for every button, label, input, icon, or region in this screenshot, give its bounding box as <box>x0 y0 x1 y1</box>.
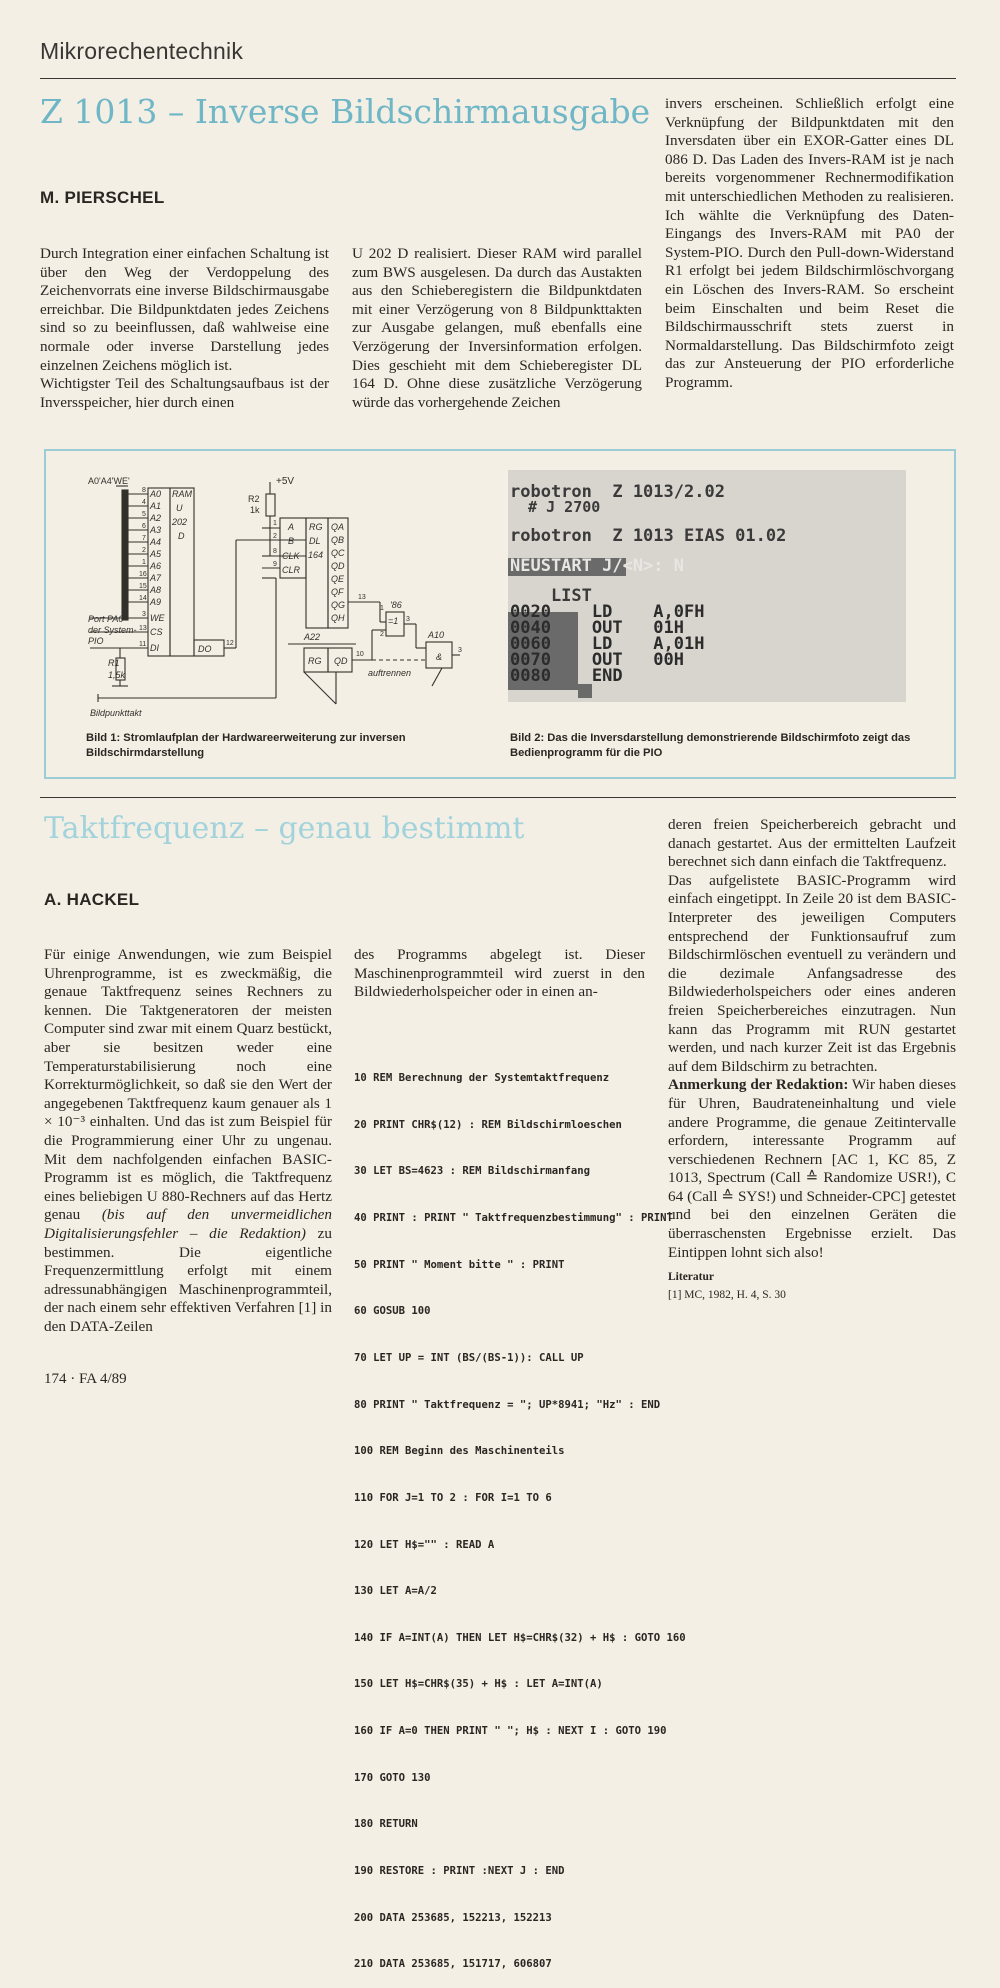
sr-pin: B <box>288 536 295 546</box>
pin-number: 2 <box>273 533 277 540</box>
a22-label: A22 <box>304 632 321 642</box>
sr-out: QF <box>331 587 344 597</box>
port-label: der System- <box>88 625 137 635</box>
pin-number: 16 <box>139 571 147 578</box>
screen-line: LIST <box>510 586 592 606</box>
qd-label: QD <box>334 656 348 666</box>
ram-pin: A8 <box>150 585 162 595</box>
code-line: 40 PRINT : PRINT " Taktfrequenzbestimmung" : PRINT <box>354 1212 673 1225</box>
screen-photo <box>508 470 906 702</box>
code-line: 50 PRINT " Moment bitte " : PRINT <box>354 1258 565 1271</box>
screen-line: NEUSTART J/<N>: N <box>510 556 684 576</box>
literature-heading: Literatur <box>668 1271 714 1284</box>
screen-line: 0080 END <box>510 666 623 686</box>
pin-number: 15 <box>139 583 147 590</box>
pin-number: 1 <box>142 559 146 566</box>
ram-pin: A1 <box>150 501 162 511</box>
vcc-label: +5V <box>276 476 295 487</box>
r2-label: R2 <box>248 494 260 504</box>
paragraph: Wichtigster Teil des Schaltungsaufbaus ist der Inversspeicher, hier durch einen <box>40 375 329 411</box>
ram-title: RAM <box>172 489 192 499</box>
sr-title: 164 <box>308 550 324 560</box>
rg-label: RG <box>308 656 322 666</box>
header-rule <box>40 78 956 79</box>
pin-number: 11 <box>139 641 147 648</box>
ram-title: U <box>176 503 183 513</box>
code-line: 70 LET UP = INT (BS/(BS-1)): CALL UP <box>354 1351 584 1364</box>
sr-pin: A <box>288 522 295 532</box>
text-run: zu bestimmen. Die eigentliche Frequenzermittlung erfolgt mit einem adressunabhängigen Maschinenprogrammteil, der nach einem sehr effektiven Verfahren [1] in den DATA-Zeilen <box>44 1224 332 1335</box>
code-line: 30 LET BS=4623 : REM Bildschirmanfang <box>354 1165 590 1178</box>
pin-number: 12 <box>226 640 234 647</box>
screen-line: 0040 OUT 01H <box>510 618 684 638</box>
clock-label: Bildpunkttakt <box>90 708 142 718</box>
code-line: 150 LET H$=CHR$(35) + H$ : LET A=INT(A) <box>354 1678 603 1691</box>
code-line: 200 DATA 253685, 152213, 152213 <box>354 1911 552 1924</box>
text-run: Wir haben dieses für Uhren, Baudrateneinhaltung und viele andere Programme, die genaue Zeitintervalle erfordern, interessante Programm auf verschiedenen Rechnern [AC 1, KC 85, Z 1013, Spectrum (Call ≙ Randomize USR!), C 64 (Call ≙ SYS!) und Schneider-CPC] getestet und bei den einzelnen Geräten die überraschensten Ergebnisse erzielt. Das Eintippen lohnt sich also! <box>668 1076 956 1261</box>
cursor-block <box>578 684 592 698</box>
article2-col2 <box>354 946 645 1002</box>
ram-title: D <box>178 531 185 541</box>
cut-label: auftrennen <box>368 668 412 678</box>
paragraph: des Programms abgelegt ist. Dieser Maschinenprogrammteil wird zuerst in den Bildwiederholspeicher oder in einen an- <box>354 946 645 1001</box>
sr-out: QE <box>331 574 345 584</box>
ram-pin: DI <box>150 643 159 653</box>
sr-title: RG <box>309 522 323 532</box>
r1-value: 1,5k <box>108 670 126 680</box>
sr-out: QC <box>331 548 345 558</box>
code-line: 140 IF A=INT(A) THEN LET H$=CHR$(32) + H$ : GOTO 160 <box>354 1631 686 1644</box>
code-line: 110 FOR J=1 TO 2 : FOR I=1 TO 6 <box>354 1491 552 1504</box>
basic-listing <box>354 1040 686 1988</box>
sr-out: QH <box>331 613 345 623</box>
ram-pin: WE <box>150 613 165 623</box>
screen-line: 0060 LD A,01H <box>510 634 705 654</box>
sr-out: QB <box>331 535 345 545</box>
ram-pin: A3 <box>150 525 162 535</box>
paragraph: deren freien Speicherbereich gebracht und danach gestartet. Aus der ermittelten Laufzeit berechnet sich dann einfach die Taktfrequenz. <box>668 816 956 871</box>
ram-pin: A4 <box>150 537 162 547</box>
paragraph: Das aufgelistete BASIC-Programm wird einfach eingetippt. In Zeile 20 ist dem BASIC-Interpreter des jeweiligen Computers entsprechend der Funktionsaufruf zum Bildschirmlöschen eventuell zu verändern und die dezimale Anfangsadresse des Bildwiederholspeichers oder eines anderen freien Speicherbereiches einzutragen. Nun kann das Programm mit RUN gestartet werden, und nach kurzer Zeit ist das Ergebnis auf dem Bildschirm zu betrachten. <box>668 871 956 1075</box>
pin-number: 7 <box>142 535 146 542</box>
screen-line: # J 2700 <box>510 498 601 516</box>
code-line: 160 IF A=0 THEN PRINT " "; H$ : NEXT I : GOTO 190 <box>354 1725 667 1738</box>
paragraph <box>668 1076 956 1262</box>
pin-number: 1 <box>273 520 277 527</box>
ram-pin: A2 <box>150 513 162 523</box>
pin-number: 4 <box>142 499 146 506</box>
sr-out: QA <box>331 522 345 532</box>
sr-out: QD <box>331 561 345 571</box>
divider-rule <box>40 797 956 798</box>
pin-number: 2 <box>380 631 384 638</box>
article1-title: Z 1013 – Inverse Bildschirmausgabe <box>40 92 651 131</box>
code-line: 180 RETURN <box>354 1818 418 1831</box>
literature-item: [1] MC, 1982, H. 4, S. 30 <box>668 1288 786 1301</box>
port-label: Port PA0 <box>88 614 124 624</box>
gate-86-label: '86 <box>390 600 402 610</box>
ram-pin: A5 <box>150 549 162 559</box>
pin-number: 6 <box>142 523 146 530</box>
ram-pin: A7 <box>150 573 162 583</box>
article1-col2 <box>352 245 642 412</box>
code-line: 10 REM Berechnung der Systemtaktfrequenz <box>354 1072 610 1085</box>
sr-pin: CLR <box>282 565 301 575</box>
screen-line: robotron Z 1013 EIAS 01.02 <box>510 526 787 546</box>
article2-title: Taktfrequenz – genau bestimmt <box>44 811 525 846</box>
pin-number: 2 <box>142 547 146 554</box>
code-line: 190 RESTORE : PRINT :NEXT J : END <box>354 1864 565 1877</box>
text-run: Für einige Anwendungen, wie zum Beispiel Uhrenprogramme, ist es zweckmäßig, die genaue Taktfrequenz seines Rechners zu kennen. Die Taktgeneratoren der meisten Computer sind zwar mit einem Quarz bestückt, aber sie besitzen weder eine Temperaturstabilisierung noch eine Korrekturmöglichkeit, so daß sie den Wert der angegebenen Taktfrequenz kaum genauer als 1 × 10⁻³ einhalten. Und das ist zum Beispiel für die Programmierung einer Uhr zu ungenau. Mit dem nachfolgenden einfachen BASIC-Programm ist es möglich, die Taktfrequenz eines beliebigen U 880-Rechners auf das Hertz genau <box>44 946 332 1224</box>
r2-value: 1k <box>250 505 260 515</box>
code-line: 170 GOTO 130 <box>354 1771 431 1784</box>
ram-pin: A0 <box>150 489 162 499</box>
pin-number: 13 <box>358 594 366 601</box>
code-line: 120 LET H$="" : READ A <box>354 1538 495 1551</box>
pin-number: 9 <box>273 561 277 568</box>
ram-pin: A6 <box>150 561 162 571</box>
section-header: Mikrorechentechnik <box>40 38 244 64</box>
editor-remark-label: Anmerkung der Redaktion: <box>668 1076 849 1094</box>
pin-number: 3 <box>142 611 146 618</box>
pin-number: 3 <box>406 616 410 623</box>
a10-label: A10 <box>428 630 445 640</box>
sr-title: DL <box>309 536 321 546</box>
pin-number: 8 <box>273 548 277 555</box>
code-line: 80 PRINT " Taktfrequenz = "; UP*8941; "Hz" : END <box>354 1398 661 1411</box>
article2-col3 <box>668 816 956 1303</box>
article1-author: M. PIERSCHEL <box>40 188 165 207</box>
ram-pin: CS <box>150 627 163 637</box>
pin-number: 14 <box>139 595 147 602</box>
sr-pin: CLK <box>282 551 300 561</box>
paragraph <box>44 946 332 1336</box>
fig2-caption: Bild 2: Das die Inversdarstellung demonstrierende Bildschirmfoto zeigt das Bedienprogramm für die PIO <box>510 732 911 759</box>
and-label: & <box>436 652 443 662</box>
code-line: 130 LET A=A/2 <box>354 1585 437 1598</box>
pin-number: 3 <box>458 647 462 654</box>
pin-number: 5 <box>142 511 146 518</box>
code-line: 100 REM Beginn des Maschinenteils <box>354 1445 565 1458</box>
ram-pin: DO <box>198 644 212 654</box>
circuit-diagram <box>86 472 466 720</box>
article2-author: A. HACKEL <box>44 890 140 909</box>
article1-col3 <box>665 95 954 393</box>
code-line: 20 PRINT CHR$(12) : REM Bildschirmloeschen <box>354 1118 622 1131</box>
screen-line: 0070 OUT 00H <box>510 650 684 670</box>
article1-col1 <box>40 245 329 412</box>
screen-line: robotron Z 1013/2.02 <box>510 482 725 502</box>
article2-col1 <box>44 946 332 1336</box>
screen-line: 0020 LD A,0FH <box>510 602 705 622</box>
paragraph: Durch Integration einer einfachen Schaltung ist über den Weg der Verdoppelung des Zeichenvorrats eine inverse Bildschirmausgabe erreichbar. Die Bildpunktdaten jedes Zeichens sind so zu beeinflussen, daß wahlweise eine normale oder inverse Darstellung jedes einzelnen Zeichens möglich ist. <box>40 245 329 374</box>
sr-out: QG <box>331 600 346 610</box>
ram-pin: A9 <box>150 597 162 607</box>
pin-number: 8 <box>142 487 146 494</box>
editor-note: (bis auf den unvermeidlichen Digitalisierungsfehler – die Redaktion) <box>44 1206 333 1242</box>
fig1-caption: Bild 1: Stromlaufplan der Hardwareerweiterung zur inversen Bildschirmdarstellung <box>86 732 406 759</box>
ram-title: 202 <box>172 517 188 527</box>
code-line: 60 GOSUB 100 <box>354 1305 431 1318</box>
addr-label: A0'A4'WE' <box>88 476 130 486</box>
port-label: PIO <box>88 636 104 646</box>
xor-label: =1 <box>388 616 399 626</box>
r1-label: R1 <box>108 658 120 668</box>
pin-number: 1 <box>380 605 384 612</box>
page-footer: 174 · FA 4/89 <box>44 1371 127 1387</box>
pin-number: 10 <box>356 651 364 658</box>
code-line: 210 DATA 253685, 151717, 606807 <box>354 1958 552 1971</box>
pin-number: 13 <box>139 625 147 632</box>
paragraph: invers erscheinen. Schließlich erfolgt eine Verknüpfung der Bildpunktdaten mit den Inversdaten über ein EXOR-Gatter eines DL 086 D. Das Laden des Invers-RAM ist je nach bereits vorgenommener Rechnermodifikation mit unterschiedlichen Methoden zu realisieren. Ich wählte die Verknüpfung des Daten-Eingangs des Invers-RAM mit PA0 der System-PIO. Durch den Pull-down-Widerstand R1 erfolgt bei jedem Bildschirmlöschvorgang ein Löschen des Invers-RAM. So erscheint beim Einschalten und beim Reset die Bildschirmausschrift stets zuerst in Normaldarstellung. Das Bildschirmfoto zeigt das zur Ansteuerung der PIO erforderliche Programm. <box>665 95 954 391</box>
paragraph: U 202 D realisiert. Dieser RAM wird parallel zum BWS ausgelesen. Da durch das Austakten aus den Schieberegistern die Bildpunktdaten mit einer Verzögerung von 8 Bildpunkttakten zur Ausgabe gelangen, muß ebenfalls eine Verzögerung der Inversinformation erfolgen. Dies geschieht mit dem Schieberegister DL 164 D. Ohne diese zusätzliche Verzögerung würde das vorhergehende Zeichen <box>352 245 642 411</box>
